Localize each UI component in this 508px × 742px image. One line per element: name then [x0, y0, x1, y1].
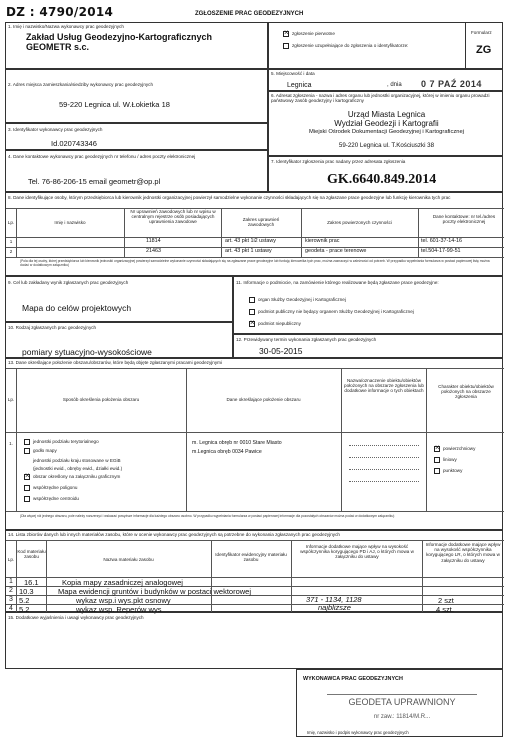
work-type-value[interactable]: pomiary sytuacyjno-wysokościowe	[22, 347, 152, 357]
section-6	[268, 91, 503, 156]
section-9-label: 9. Cel lub zakładany wynik zgłaszanych prac geodezyjnych	[8, 280, 129, 285]
dz-number: DZ : 4790/2014	[6, 5, 114, 19]
s14-row4-info1[interactable]: najbliższe	[318, 603, 351, 612]
section-2	[5, 69, 268, 123]
section-9	[5, 276, 233, 322]
section-14	[5, 530, 503, 612]
date-stamp: 0 7 PAŹ 2014	[421, 79, 482, 89]
checkbox-supplement[interactable]	[283, 43, 289, 49]
signature-heading: WYKONAWCA PRAC GEODEZYJNYCH	[303, 676, 403, 682]
section-10	[5, 322, 233, 358]
section-3	[5, 123, 268, 150]
table-row: 2	[9, 587, 13, 594]
client-organ[interactable]: organ Służby Geodezyjnej i Kartograficznej	[249, 297, 346, 303]
s8-row1-license[interactable]: 11814	[146, 238, 161, 244]
character-linear[interactable]: liniowy	[434, 457, 457, 463]
method-egib: jednostki podziału kraju stosowane w EGiB	[33, 458, 121, 463]
checkbox-area[interactable]	[434, 446, 440, 452]
section-11-label: 11. Informacje o podmiocie, na zamówienie którego realizowane będą zgłaszane prace geodezyjne:	[236, 280, 439, 285]
checkbox-map-sheet[interactable]	[24, 448, 30, 454]
s13-header-names: Nazwa/oznaczenie obiektu/obiektów położonych na obszarze zgłoszenia lub dodatkowe informacje o tych obiektach	[344, 378, 424, 394]
contractor-id[interactable]: Id.020743346	[51, 139, 97, 148]
s14-row4-info2[interactable]: 4 szt.	[436, 605, 454, 614]
section-10-label: 10. Rodzaj zgłaszanych prac geodezyjnych	[8, 325, 97, 330]
section-4	[5, 150, 268, 192]
s8-header-name: Imię i nazwisko	[54, 220, 86, 225]
s8-row1-activities[interactable]: kierownik prac	[305, 238, 340, 244]
s8-footnote: (Pola dla tej osoby, której przedsiębiorca lub kierownik jednostki organizacyjnej powierzył samodzielne wykonanie czynności składających się na zgłaszane prace geodezyjne lub funkcję kierownika tych prac, można zaznaczyć w zależności od potrzeb. W przypadku wypełniania formularza w postaci papierowej listę można dodać w dodatkowym załączniku)	[20, 259, 490, 267]
character-area[interactable]: ×powierzchniowy	[434, 446, 475, 452]
stamp-line2: nr zaw.: 11814/M.R...	[373, 714, 431, 720]
s14-row4-code[interactable]: 5.2	[19, 605, 30, 614]
s8-row2-contact[interactable]: tel.504-17-99-51	[421, 248, 461, 254]
s14-row3-code[interactable]: 5.2	[19, 596, 30, 605]
section-14-label: 14. Lista zbiorów danych lub innych materiałów zasobu, które w ocenie wykonawcy prac geodezyjnych są potrzebne do wykonania zgłaszanych prac geodezyjnych	[8, 532, 340, 537]
section-11	[233, 276, 503, 334]
s8-row2-activities[interactable]: geodeta - prace terenowe	[305, 248, 367, 254]
section-4-label: 4. Dane kontaktowe wykonawcy prac geodezyjnych nr telefonu / adres poczty elektronicznej	[8, 154, 196, 159]
s13-footnote: (Dla więcej niż jednego obszaru, pole należy rozszerzyć i wskazać powyższe informacje dla każdego obszaru osobno. W przypadku wypełniania formularza w postaci papierowej informacje dla pozostałych obszarów można podać w dodatkowym załączniku)	[20, 514, 395, 518]
s8-row2-license[interactable]: 21463	[146, 248, 161, 254]
section-1-label: 1. Imię i nazwisko/Nazwa wykonawcy prac geodezyjnych	[8, 24, 124, 29]
table-row: 2	[9, 249, 13, 254]
addressee-line4: 59-220 Legnica ul. T.Kościuszki 38	[338, 142, 435, 149]
place[interactable]: Legnica	[287, 82, 312, 89]
notification-id: GK.6640.849.2014	[327, 172, 437, 187]
area-line-1[interactable]: m. Legnica obręb nr 0010 Stare Miasto	[192, 440, 282, 446]
form-title: ZGŁOSZENIE PRAC GEODEZYJNYCH	[195, 11, 304, 17]
s14-header-lp: Lp.	[7, 557, 15, 562]
s14-row1-code[interactable]: 16.1	[24, 578, 39, 587]
s13-lp-1: 1.	[9, 441, 13, 446]
s14-row2-name[interactable]: Mapa ewidencji gruntów i budynków w postaci wektorowej	[58, 587, 252, 596]
signature-stamp	[327, 694, 477, 726]
method-graphic[interactable]: ×obszar określony na załączniku graficznym	[24, 474, 120, 480]
s14-row3-info2[interactable]: 2 szt	[438, 596, 454, 605]
section-13-label: 13. Dane określające położenie obszaru/obszarów, które będą objęte zgłaszanymi pracami geodezyjnymi	[8, 360, 222, 365]
section-8	[5, 192, 503, 276]
form-type-original[interactable]: ×zgłoszenie pierwotne	[283, 31, 335, 37]
checkbox-polygon[interactable]	[24, 485, 30, 491]
s14-header-info2: Informacje dodatkowe mające wpływ na wysokość współczynnika korygującego LR, o których mowa w załączniku do ustawy	[425, 542, 501, 563]
section-1	[5, 22, 268, 69]
client-private[interactable]: ×podmiot niepubliczny	[249, 321, 301, 327]
contractor-contact[interactable]: Tel. 76-86-206-15 email geometr@op.pl	[28, 177, 161, 186]
formularz-code: ZG	[476, 44, 492, 56]
table-row: 1	[9, 578, 13, 585]
section-5-label: 5. Miejscowość i data	[271, 71, 315, 76]
s14-row2-code[interactable]: 10.3	[19, 587, 34, 596]
section-2-label: 2. Adres miejsca zamieszkania/siedziby wykonawcy prac geodezyjnych	[8, 82, 154, 87]
area-line-2[interactable]: m.Legnica obręb 0034 Pawice	[192, 449, 262, 455]
s14-header-code: Kod materiału zasobu	[17, 549, 46, 560]
section-6-label: 6. Adresat zgłoszenia - nazwa i adres organu lub jednostki organizacyjnej, której w imieniu organu prowadzi państwowy zasób geodezyjny i kartograficzny	[271, 93, 490, 104]
client-public[interactable]: podmiot publiczny nie będący organem Służby Geodezyjnej i Kartograficznej	[249, 309, 414, 315]
checkbox-graphic[interactable]	[24, 474, 30, 480]
contractor-address[interactable]: 59-220 Legnica ul. W.Łokietka 18	[59, 100, 170, 109]
table-row: 3	[9, 596, 13, 603]
method-map-sheet[interactable]: godło mapy	[24, 448, 57, 454]
section-7-label: 7. Identyfikator zgłoszenia prac nadany przez adresata zgłoszenia	[271, 159, 406, 164]
s8-header-activities: Zakres powierzonych czynności	[327, 220, 392, 225]
stamp-line1: GEODETA UPRAWNIONY	[348, 697, 456, 707]
checkbox-territorial[interactable]	[24, 439, 30, 445]
contractor-name-line2[interactable]: GEOMETR s.c.	[26, 42, 90, 52]
section-7	[268, 156, 503, 192]
s8-header-license: Nr uprawnień zawodowych lub nr wpisu w centralnym rejestrze osób posiadających uprawnienia zawodowe	[130, 209, 216, 225]
method-polygon[interactable]: współrzędne poligonu	[24, 485, 77, 491]
s8-header-scope: Zakres uprawnień zawodowych	[242, 217, 280, 228]
s8-header-lp: Lp.	[7, 220, 15, 225]
deadline-value[interactable]: 30-05-2015	[259, 346, 303, 356]
form-type-supplement[interactable]: zgłoszenie uzupełniające do zgłoszenia o identyfikatorze:	[283, 43, 408, 49]
checkbox-client-public[interactable]	[249, 309, 255, 315]
addressee-line3: Miejski Ośrodek Dokumentacji Geodezyjnej i Kartograficznej	[309, 129, 464, 135]
section-15-label: 15. Dodatkowe wyjaśnienia i uwagi wykonawcy prac geodezyjnych	[8, 615, 144, 620]
contractor-name-line1[interactable]: Zakład Usług Geodezyjno-Kartograficznych	[26, 32, 213, 42]
section-3-label: 3. Identyfikator wykonawcy prac geodezyjnych	[8, 127, 103, 132]
s13-header-character: Charakter obiektu/obiektów położonych na obszarze zgłoszenia	[438, 384, 494, 400]
checkbox-centroid[interactable]	[24, 496, 30, 502]
s8-header-contact: Dane kontaktowe: nr tel./adres poczty elektronicznej	[432, 214, 496, 225]
s13-header-lp: Lp.	[7, 397, 15, 402]
section-8-label: 8. Dane identyfikujące osoby, którym przedsiębiorca lub kierownik jednostki organizacyjnej powierzył samodzielne wykonanie czynności składających się na zgłaszane prace geodezyjne lub funkcję kierownika tych prac	[8, 195, 451, 200]
checkbox-linear[interactable]	[434, 457, 440, 463]
s14-row4-name[interactable]: wykaz wsp. Reperów wys	[76, 605, 162, 614]
character-point[interactable]: punktowy	[434, 468, 462, 474]
checkbox-point[interactable]	[434, 468, 440, 474]
signature-box	[296, 669, 503, 737]
checkbox-client-private[interactable]	[249, 321, 255, 327]
table-row: 1	[9, 239, 13, 244]
s8-row1-scope[interactable]: art. 43 pkt 1i2 ustawy	[225, 238, 276, 244]
checkbox-original[interactable]	[283, 31, 289, 37]
s14-header-id: Identyfikator ewidencyjny materiału zasobu	[215, 552, 287, 563]
form-type-box	[268, 22, 503, 69]
s13-header-data: Dane określające położenie obszaru	[226, 397, 301, 402]
s14-header-info1: Informacje dodatkowe mające wpływ na wysokość współczynnika korygującego PD i AJ, o których mowa w załączniku do ustawy	[300, 544, 414, 560]
section-13	[5, 358, 503, 530]
section-5	[268, 69, 503, 91]
method-centroid[interactable]: współrzędne centroidu	[24, 496, 79, 502]
method-egib-detail: (jednostki ewid., obręby ewid., działki ewid.)	[33, 466, 123, 471]
s13-header-method: Sposób określenia położenia obszaru	[62, 397, 140, 402]
signature-caption: Imię, nazwisko i podpis wykonawcy prac geodezyjnych	[307, 730, 409, 735]
checkbox-client-organ[interactable]	[249, 297, 255, 303]
addressee-line1: Urząd Miasta Legnica	[347, 110, 426, 119]
s14-row3-info1[interactable]: 371 - 1134, 1128	[306, 595, 362, 604]
purpose-value[interactable]: Mapa do celów projektowych	[22, 303, 132, 313]
addressee-line2: Wydział Geodezji i Kartografii	[334, 119, 439, 128]
s8-row1-contact[interactable]: tel. 601-37-14-16	[421, 238, 463, 244]
method-territorial[interactable]: jednostki podziału terytorialnego	[24, 439, 99, 445]
s8-row2-scope[interactable]: art. 43 pkt 1 ustawy	[225, 248, 272, 254]
s14-row1-name[interactable]: Kopia mapy zasadniczej analogowej	[62, 578, 183, 587]
section-12	[233, 334, 503, 358]
dnia-label: , dnia	[387, 82, 402, 88]
s14-row3-name[interactable]: wykaz wsp.i wys.pkt osnowy	[76, 596, 171, 605]
table-row: 4	[9, 605, 13, 612]
formularz-label: Formularz	[471, 30, 492, 35]
section-15	[5, 612, 503, 669]
s14-header-name: Nazwa materiału zasobu	[103, 557, 154, 562]
section-12-label: 12. Przewidywany termin wykonania zgłaszanych prac geodezyjnych	[236, 337, 377, 342]
